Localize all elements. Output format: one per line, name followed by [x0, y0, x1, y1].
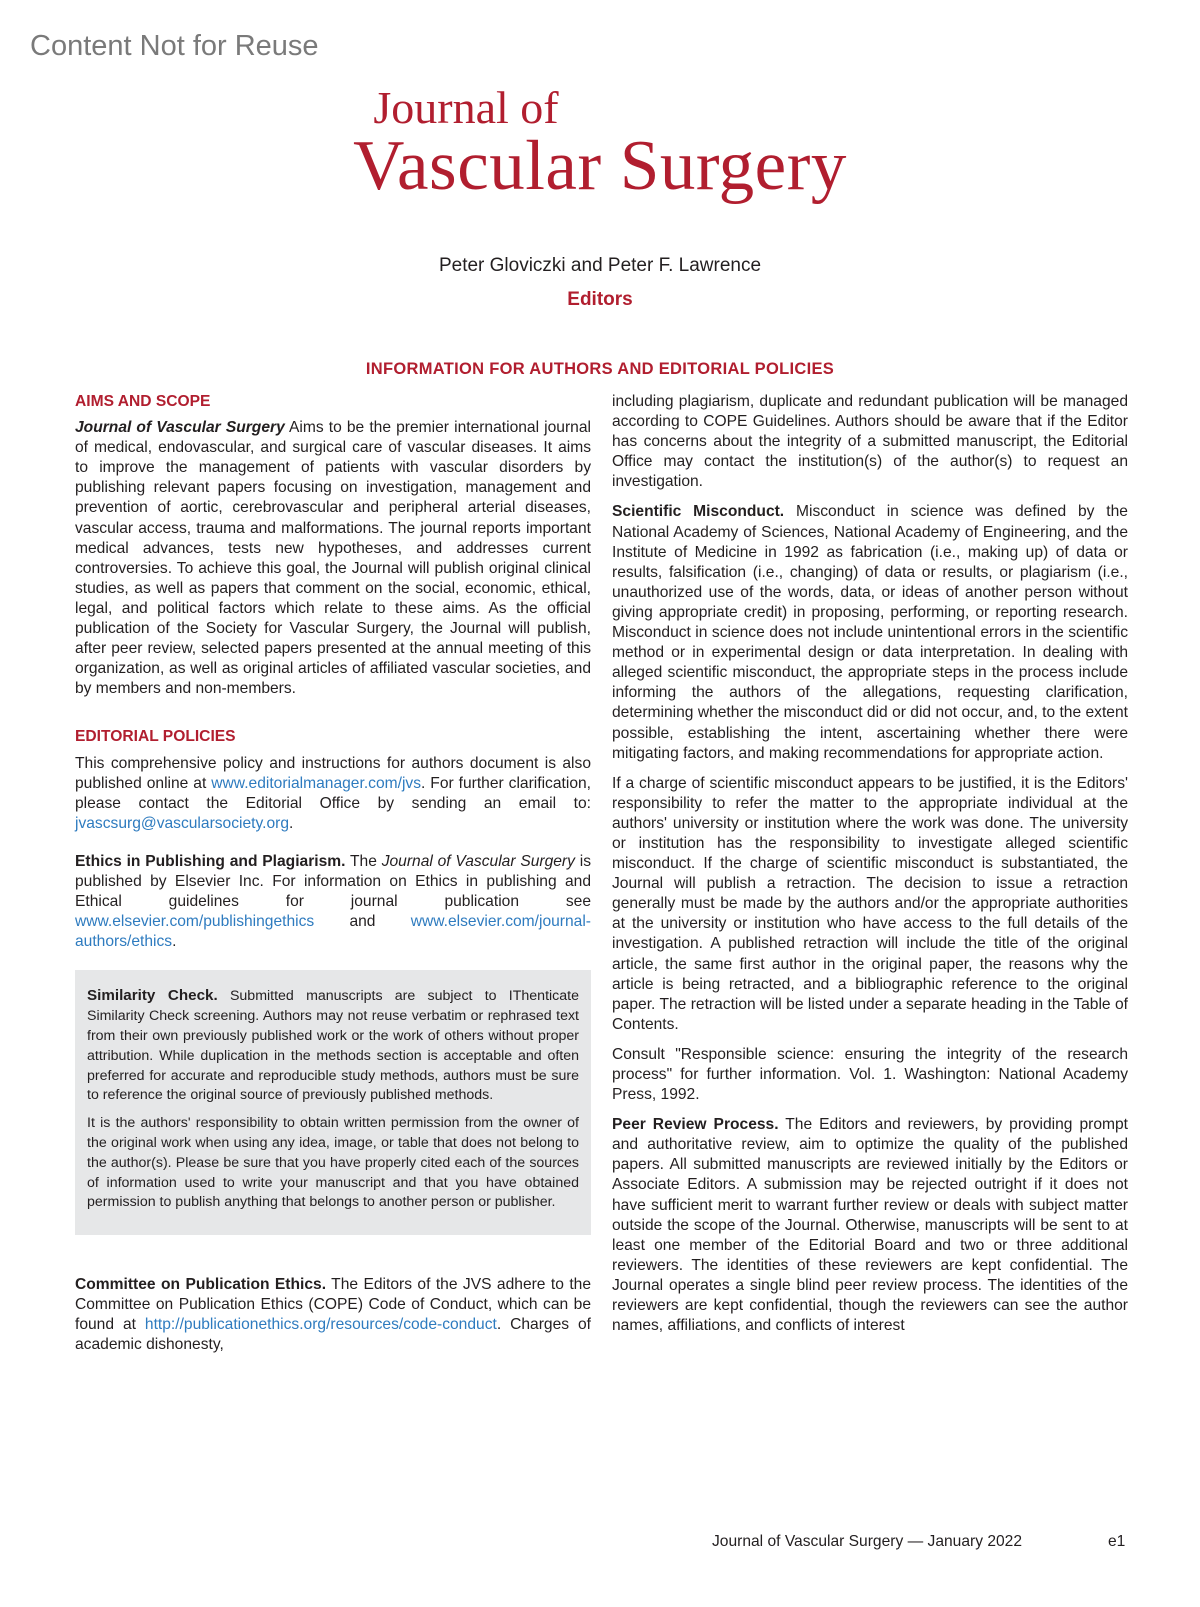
- ethics-text1: The: [345, 852, 382, 870]
- ethics-text2: is published by Elsevier Inc. For information on Ethics in publishing and Ethical guidelines for journal publication see: [75, 852, 591, 911]
- publishing-ethics-link[interactable]: www.elsevier.com/publishingethics: [75, 913, 315, 931]
- editor-names: Peter Gloviczki and Peter F. Lawrence: [438, 255, 762, 276]
- masthead-line1: Journal of: [373, 82, 559, 133]
- charge-paragraph: If a charge of scientific misconduct appears to be justified, it is the Editors' responsibility to refer the matter to the appropriate individual at the authors' university or institution where the work was done. The university or institution has the responsibility to investigate alleged scientific misconduct. If the charge of scientific misconduct is substantiated, the Journal will publish a retraction. The decision to issue a retraction generally must be made by the authors and/or the appropriate authorities at the university or institution who have access to the full details of the investigation. A published retraction will include the title of the original article, the same first author in the original paper, the reasons why the article is being retracted, and a bibliographic reference to the original paper. The retraction will be listed under a separate heading in the Table of Contents.: [612, 774, 1128, 1033]
- ethics-and: and: [314, 913, 411, 931]
- cope-lead: Committee on Publication Ethics.: [75, 1276, 327, 1294]
- editorial-text1: This comprehensive policy and instructions for authors document is also published online at: [75, 754, 591, 792]
- ethics-italic: Journal of Vascular Surgery: [381, 852, 575, 870]
- ethics-end: .: [172, 933, 177, 951]
- section-title: INFORMATION FOR AUTHORS AND EDITORIAL POLICIES: [365, 360, 835, 378]
- right-column: [612, 392, 1128, 1346]
- misconduct-text: Misconduct in science was defined by the National Academy of Sciences, National Academy of Engineering, and the Institute of Medicine in 1992 as fabrication (i.e., making up) of data or results, falsification (i.e., changing) of data or results, or plagiarism (i.e., unauthorized use of the words, data, or ideas of another person without giving appropriate credit) in proposing, performing, or reporting research. Misconduct in science does not include unintentional errors in the scientific method or in experimental design or data interpretation. In dealing with alleged scientific misconduct, the appropriate steps in the process include informing the authors of the allegations, requesting clarification, determining whether the misconduct did or did not occur, and, to the extent possible, establishing the intent, ascertaining whether there were mitigating factors, and making recommendations for appropriate action.: [612, 503, 1128, 762]
- journal-authors-ethics-link[interactable]: www.elsevier.com/journal-authors/ethics: [75, 913, 591, 951]
- permission-paragraph: It is the authors' responsibility to obtain written permission from the owner of the original work when using any idea, image, or table that does not belong to the author(s). Please be sure that you have properly cited each of the sources of information used to write your manuscript and that you have obtained permission to publish anything that belongs to another person or publisher.: [87, 1115, 579, 1211]
- misconduct-paragraph: [612, 502, 1128, 763]
- similarity-text: Submitted manuscripts are subject to IThenticate Similarity Check screening. Authors may not reuse verbatim or rephrased text from their own previously published work or the work of others without proper attribution. While duplication in the methods section is acceptable and often preferred for accurate and reproducible study methods, authors must be sure to reference the original source of previously published methods.: [87, 988, 579, 1104]
- editorial-email-link[interactable]: jvascsurg@vascularsociety.org: [75, 814, 290, 832]
- consult-paragraph: Consult "Responsible science: ensuring the integrity of the research process" for further information. Vol. 1. Washington: National Academy Press, 1992.: [612, 1045, 1128, 1104]
- similarity-box: [75, 970, 591, 1235]
- cope-paragraph: [75, 1275, 591, 1355]
- aims-text: Aims to be the premier international journal of medical, endovascular, and surgical care of vascular diseases. It aims to improve the management of patients with vascular disorders by publishing relevant papers focusing on investigation, management and prevention of aortic, cerebrovascular and peripheral arterial diseases, vascular access, trauma and malformations. The journal reports important medical advances, tests new hypotheses, and addresses current controversies. To achieve this goal, the Journal will publish original clinical studies, as well as papers that comment on the social, economic, ethical, legal, and political factors which relate to these aims. As the official publication of the Society for Vascular Surgery, the Journal will publish, after peer review, selected papers presented at the annual meeting of this organization, as well as original articles of affiliated vascular societies, and by members and non-members.: [75, 419, 591, 698]
- misconduct-lead: Scientific Misconduct.: [612, 503, 785, 521]
- cope-text1: The Editors of the JVS adhere to the Committee on Publication Ethics (COPE) Code of Conduct, which can be found at: [75, 1276, 591, 1334]
- cope-text2: . Charges of academic dishonesty,: [75, 1316, 591, 1354]
- ethics-paragraph: [75, 852, 591, 952]
- masthead-line2: Vascular Surgery: [353, 127, 847, 205]
- journal-masthead: [0, 82, 1200, 205]
- aims-lead: Journal of Vascular Surgery: [75, 419, 285, 437]
- peer-review-paragraph: [612, 1115, 1128, 1336]
- footer-journal-title: Journal of Vascular Surgery — January 2022: [712, 1533, 1023, 1550]
- cope-continuation: including plagiarism, duplicate and redundant publication will be managed according to COPE Guidelines. Authors should be aware that if the Editor has concerns about the integrity of a submitted manuscript, the Editorial Office may contact the institution(s) of the author(s) to request an investigation.: [612, 393, 1128, 491]
- peer-text: The Editors and reviewers, by providing prompt and authoritative review, aim to optimize the quality of the published papers. All submitted manuscripts are reviewed initially by the Editors or Associate Editors. A submission may be rejected outright if it does not have sufficient merit to warrant further review or deals with subject matter outside the scope of the Journal. Otherwise, manuscripts will be sent to at least one member of the Editorial Board and two or three additional reviewers. The identities of these reviewers are kept confidential. The Journal operates a single blind peer review process. The identities of the reviewers are kept confidential, though the reviewers can see the author names, affiliations, and conflicts of interest: [612, 1116, 1128, 1335]
- left-column: [75, 392, 591, 1365]
- editorial-paragraph: [75, 754, 591, 834]
- editor-role: Editors: [567, 289, 633, 310]
- watermark: Content Not for Reuse: [30, 30, 319, 62]
- editorial-heading: EDITORIAL POLICIES: [75, 728, 236, 746]
- aims-paragraph: [75, 418, 591, 699]
- editorial-text2: . For further clarification, please contact the Editorial Office by sending an email to:: [75, 774, 591, 812]
- similarity-paragraph: [87, 986, 579, 1106]
- aims-heading: AIMS AND SCOPE: [75, 393, 211, 410]
- editorial-manager-link[interactable]: www.editorialmanager.com/jvs: [211, 774, 421, 792]
- editorial-text3: .: [289, 814, 294, 832]
- peer-lead: Peer Review Process.: [612, 1116, 779, 1134]
- ethics-lead: Ethics in Publishing and Plagiarism.: [75, 852, 346, 870]
- page-number: e1: [1108, 1533, 1126, 1550]
- similarity-lead: Similarity Check.: [87, 987, 218, 1005]
- editors-block: [0, 255, 1200, 311]
- cope-link[interactable]: http://publicationethics.org/resources/code-conduct: [144, 1316, 497, 1334]
